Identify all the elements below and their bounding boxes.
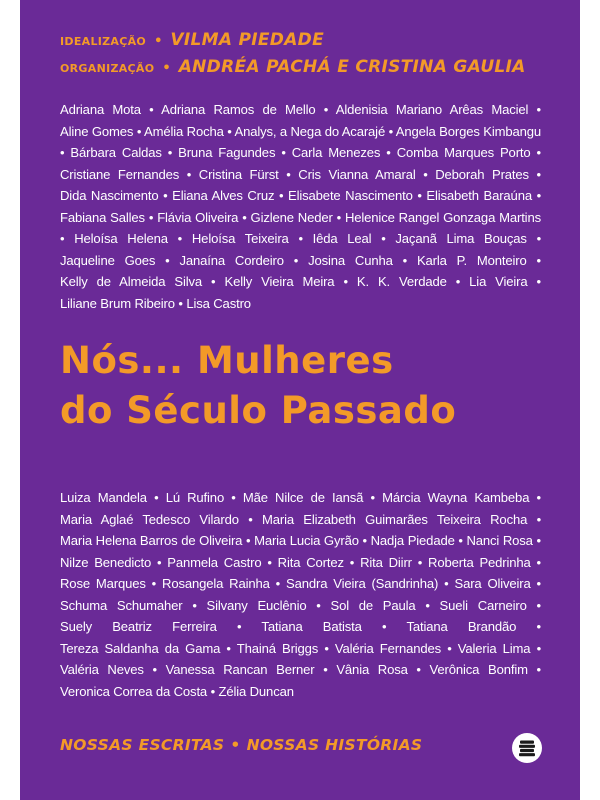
bullet-separator: •: [417, 188, 422, 203]
author-name: Flávia Oliveira: [157, 209, 239, 225]
bullet-separator: •: [536, 511, 541, 527]
author-name: Aline Gomes: [60, 123, 134, 139]
author-name: Fabiana Salles: [60, 209, 145, 225]
bullet-separator: •: [323, 102, 329, 117]
bullet-separator: •: [381, 231, 386, 246]
author-name: Mãe Nilce de Iansã: [242, 490, 364, 505]
author-name: Aldenisia Mariano Arêas Maciel: [335, 102, 529, 117]
bullet-separator: •: [210, 683, 215, 699]
bullet-separator: •: [388, 123, 394, 139]
author-name: Iêda Leal: [312, 231, 372, 246]
author-name: Panmela Castro: [167, 554, 262, 570]
tagline: [60, 736, 422, 754]
bullet-separator: •: [298, 231, 303, 246]
credit-idealization: [60, 30, 560, 57]
bullet-separator: •: [362, 533, 367, 548]
bullet-separator: •: [536, 597, 541, 613]
author-name: Luiza Mandela: [60, 490, 147, 505]
author-name: Sol de Paula: [330, 597, 416, 613]
bullet-separator: •: [536, 188, 541, 203]
author-name: Sandra Vieira (Sandrinha): [286, 576, 439, 591]
bullet-separator: •: [154, 490, 159, 505]
author-name: Liliane Brum Ribeiro: [60, 295, 175, 311]
bullet-separator: •: [386, 145, 391, 160]
bullet-separator: •: [536, 576, 541, 591]
author-name: Maria Helena Barros de Oliveira: [60, 533, 243, 548]
bullet-separator: •: [536, 102, 541, 117]
bullet-separator: •: [245, 533, 251, 548]
author-name: Vânia Rosa: [336, 662, 408, 677]
bullet-separator: •: [281, 145, 286, 160]
author-name: Sueli Carneiro: [439, 597, 527, 613]
bullet-separator: •: [444, 576, 449, 591]
title-line-1: Nós... Mulheres: [60, 339, 394, 382]
bullet-separator: •: [178, 295, 183, 311]
bullet-separator: •: [536, 533, 541, 548]
author-name: Bárbara Caldas: [70, 145, 162, 160]
author-name: Cris Vianna Amaral: [298, 166, 416, 182]
tagline-separator: •: [230, 736, 241, 754]
bullet-separator: •: [349, 554, 355, 570]
bullet-separator: •: [293, 252, 299, 268]
bullet-separator: •: [237, 619, 242, 634]
bullet-separator: •: [177, 231, 183, 246]
author-name: Rita Diirr: [360, 554, 412, 570]
bullet-separator: •: [163, 188, 168, 203]
author-name: Bruna Fagundes: [178, 145, 276, 160]
author-name: Rose Marques: [60, 576, 146, 591]
bullet-separator: •: [242, 209, 247, 225]
author-name: Maria Aglaé Tedesco Vilardo: [60, 511, 239, 527]
author-name: Valeria Lima: [457, 640, 531, 656]
bullet-separator: •: [402, 252, 408, 268]
author-name: Schuma Schumaher: [60, 597, 183, 613]
author-name: Adriana Ramos de Mello: [161, 102, 316, 117]
author-name: Janaína Cordeiro: [179, 252, 284, 268]
bullet-separator: •: [425, 597, 430, 613]
author-name: Comba Marques Porto: [396, 145, 531, 160]
author-name: Eliana Alves Cruz: [172, 188, 275, 203]
bullet-separator: •: [423, 166, 428, 182]
author-name: Gizlene Neder: [250, 209, 333, 225]
author-name: Silvany Euclênio: [206, 597, 307, 613]
bullet-separator: •: [149, 102, 154, 117]
author-name: Nanci Rosa: [466, 533, 533, 548]
credit-role: IDEALIZAÇÃO: [60, 35, 147, 48]
author-name: Tereza Saldanha da Gama: [60, 640, 221, 656]
bullet-separator: •: [136, 123, 142, 139]
author-name: Roberta Pedrinha: [428, 554, 531, 570]
bullet-separator: •: [267, 554, 272, 570]
bullet-separator: •: [286, 166, 291, 182]
bullet-separator: •: [536, 145, 541, 160]
author-name: Josina Cunha: [308, 252, 393, 268]
book-cover: [20, 0, 580, 800]
author-name: Dida Nascimento: [60, 188, 159, 203]
bullet-separator: •: [536, 554, 541, 570]
author-name: Lisa Castro: [186, 295, 251, 311]
author-name: Deborah Prates: [435, 166, 529, 182]
author-name: Cristina Fürst: [198, 166, 279, 182]
bullet-separator: •: [60, 145, 65, 160]
bullet-separator: •: [165, 252, 170, 268]
bullet-separator: •: [226, 640, 231, 656]
author-name: Nilze Benedicto: [60, 554, 152, 570]
bullet-separator: •: [417, 554, 423, 570]
author-name: Suely Beatriz Ferreira: [60, 619, 217, 634]
author-name: Maria Lucia Gyrão: [254, 533, 359, 548]
author-name: Helenice Rangel Gonzaga Martins: [344, 209, 541, 225]
bullet-separator: •: [151, 576, 157, 591]
bullet-separator: •: [458, 533, 463, 548]
author-list-bottom: [60, 487, 541, 702]
author-name: Analys, a Nega do Acarajé: [234, 123, 386, 139]
author-name: Tatiana Brandão: [406, 619, 517, 634]
author-name: Karla P. Monteiro: [416, 252, 527, 268]
bullet-separator: •: [231, 490, 236, 505]
author-name: Verônica Bonfim: [429, 662, 528, 677]
author-name: Veronica Correa da Costa: [60, 683, 208, 699]
bullet-separator: •: [152, 662, 157, 677]
bullet-separator: •: [536, 619, 541, 634]
author-name: Carla Menezes: [291, 145, 381, 160]
bullet-separator: •: [370, 490, 375, 505]
author-name: Elisabete Nascimento: [288, 188, 413, 203]
bullet-separator: •: [536, 274, 541, 289]
credit-separator: •: [154, 34, 163, 49]
author-name: Thainá Briggs: [236, 640, 319, 656]
bullet-separator: •: [536, 490, 541, 505]
credit-organization: [60, 57, 560, 84]
credit-separator: •: [162, 61, 171, 76]
author-name: Rita Cortez: [277, 554, 344, 570]
bullet-separator: •: [148, 209, 154, 225]
bullet-separator: •: [211, 274, 216, 289]
author-name: Heloísa Teixeira: [191, 231, 289, 246]
bullet-separator: •: [536, 252, 541, 268]
bullet-separator: •: [167, 145, 173, 160]
author-name: Vanessa Rancan Berner: [165, 662, 315, 677]
bullet-separator: •: [382, 619, 387, 634]
author-name: Maria Elizabeth Guimarães Teixeira Rocha: [262, 511, 528, 527]
author-name: Valéria Neves: [60, 662, 144, 677]
book-title: [60, 336, 580, 436]
author-name: Kelly Vieira Meira: [224, 274, 335, 289]
bullet-separator: •: [324, 640, 329, 656]
author-name: Rosangela Rainha: [162, 576, 270, 591]
bullet-separator: •: [536, 166, 541, 182]
bullet-separator: •: [186, 166, 192, 182]
credit-name: VILMA PIEDADE: [170, 30, 325, 50]
author-name: Tatiana Batista: [261, 619, 362, 634]
bullet-separator: •: [192, 597, 197, 613]
author-name: Valéria Fernandes: [334, 640, 442, 656]
stacked-books-logo-icon: [512, 733, 542, 763]
bullet-separator: •: [343, 274, 348, 289]
author-name: Amélia Rocha: [144, 123, 224, 139]
bullet-separator: •: [227, 123, 232, 139]
credits: [60, 30, 560, 84]
author-list-top: [60, 99, 541, 314]
credit-role: ORGANIZAÇÃO: [60, 62, 155, 75]
bullet-separator: •: [455, 274, 461, 289]
author-name: Elisabeth Baraúna: [426, 188, 532, 203]
author-name: Adriana Mota: [60, 102, 141, 117]
author-name: Cristiane Fernandes: [60, 166, 180, 182]
author-name: Sara Oliveira: [454, 576, 531, 591]
bullet-separator: •: [60, 231, 65, 246]
tagline-left: NOSSAS ESCRITAS: [60, 736, 225, 754]
author-name: Zélia Duncan: [218, 683, 294, 699]
bullet-separator: •: [156, 554, 162, 570]
bullet-separator: •: [416, 662, 421, 677]
title-line-2: do Século Passado: [60, 389, 457, 432]
tagline-right: NOSSAS HISTÓRIAS: [246, 736, 423, 754]
bullet-separator: •: [336, 209, 342, 225]
credit-name: ANDRÉA PACHÁ E CRISTINA GAULIA: [178, 57, 526, 77]
author-name: Márcia Wayna Kambeba: [382, 490, 530, 505]
bullet-separator: •: [275, 576, 281, 591]
bullet-separator: •: [316, 597, 321, 613]
author-name: Nadja Piedade: [370, 533, 455, 548]
bullet-separator: •: [536, 662, 541, 677]
author-name: K. K. Verdade: [356, 274, 447, 289]
author-name: Angela Borges Kimbangu: [395, 123, 542, 139]
author-name: Heloísa Helena: [74, 231, 168, 246]
bullet-separator: •: [279, 188, 284, 203]
bullet-separator: •: [248, 511, 253, 527]
bullet-separator: •: [536, 640, 541, 656]
author-name: Lú Rufino: [165, 490, 225, 505]
bullet-separator: •: [323, 662, 328, 677]
bullet-separator: •: [447, 640, 452, 656]
author-name: Lia Vieira: [469, 274, 528, 289]
bullet-separator: •: [536, 231, 541, 246]
author-name: Kelly de Almeida Silva: [60, 274, 203, 289]
author-name: Jaqueline Goes: [60, 252, 156, 268]
author-name: Jaçanã Lima Bouças: [395, 231, 527, 246]
